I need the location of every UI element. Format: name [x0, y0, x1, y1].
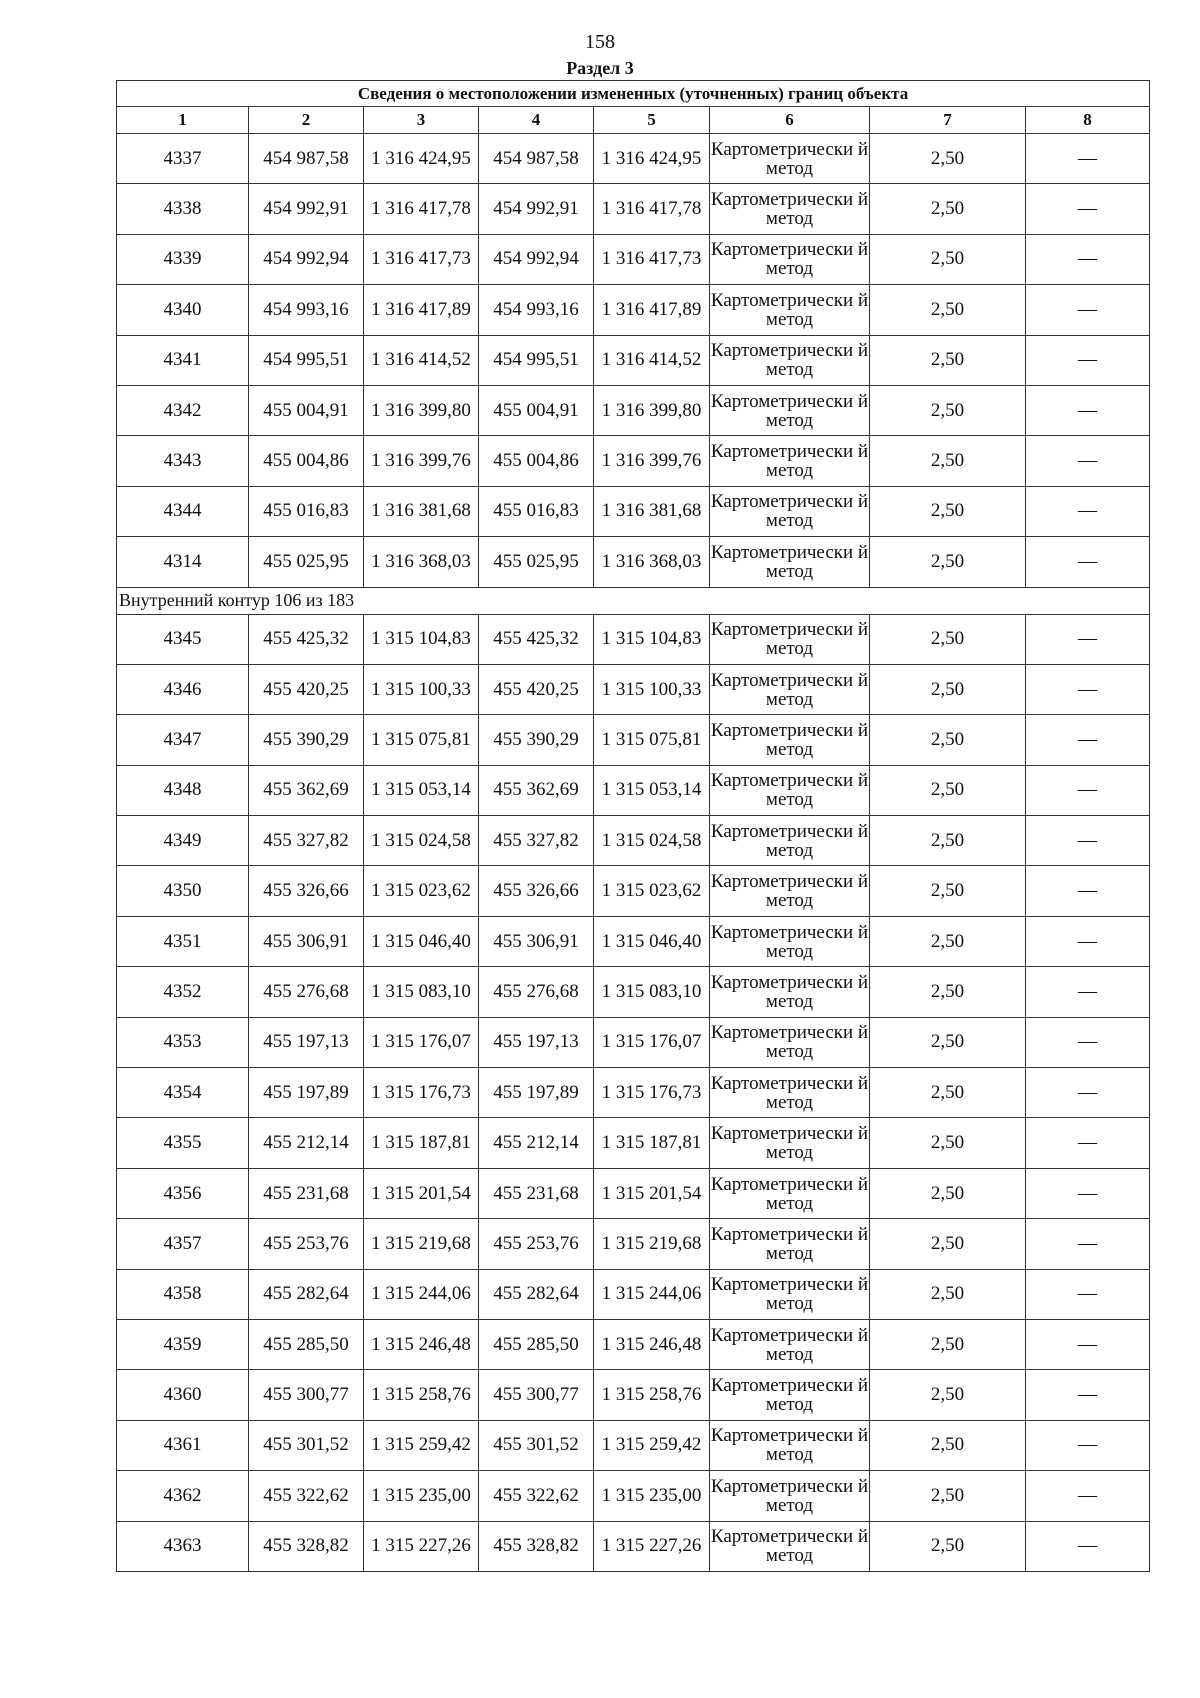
point-number-cell: 4362: [117, 1471, 249, 1521]
point-number-cell: 4354: [117, 1068, 249, 1118]
description-cell: —: [1026, 436, 1150, 486]
y-old-cell: 1 315 259,42: [364, 1420, 479, 1470]
table-row: [117, 1471, 1150, 1521]
x-old-cell: 455 322,62: [249, 1471, 364, 1521]
point-number-cell: 4352: [117, 967, 249, 1017]
point-number-cell: 4359: [117, 1319, 249, 1369]
accuracy-cell: 2,50: [870, 765, 1026, 815]
description-cell: —: [1026, 1521, 1150, 1571]
description-cell: —: [1026, 967, 1150, 1017]
y-new-cell: 1 315 075,81: [594, 715, 710, 765]
x-old-cell: 455 276,68: [249, 967, 364, 1017]
table-body: [117, 134, 1150, 1572]
column-number: 4: [479, 107, 594, 134]
description-cell: —: [1026, 916, 1150, 966]
description-cell: —: [1026, 765, 1150, 815]
description-cell: —: [1026, 486, 1150, 536]
table-row: [117, 1420, 1150, 1470]
y-new-cell: 1 315 083,10: [594, 967, 710, 1017]
y-old-cell: 1 315 201,54: [364, 1168, 479, 1218]
x-new-cell: 455 212,14: [479, 1118, 594, 1168]
x-new-cell: 454 993,16: [479, 285, 594, 335]
y-new-cell: 1 315 227,26: [594, 1521, 710, 1571]
point-number-cell: 4338: [117, 184, 249, 234]
y-new-cell: 1 316 368,03: [594, 537, 710, 587]
table-row: [117, 1521, 1150, 1571]
y-old-cell: 1 315 227,26: [364, 1521, 479, 1571]
y-old-cell: 1 316 399,80: [364, 385, 479, 435]
point-number-cell: 4341: [117, 335, 249, 385]
table-row: [117, 537, 1150, 587]
method-cell: Картометрически й метод: [710, 1370, 870, 1420]
x-new-cell: 454 992,91: [479, 184, 594, 234]
accuracy-cell: 2,50: [870, 436, 1026, 486]
description-cell: —: [1026, 866, 1150, 916]
y-new-cell: 1 315 235,00: [594, 1471, 710, 1521]
x-old-cell: 455 390,29: [249, 715, 364, 765]
y-old-cell: 1 315 176,07: [364, 1017, 479, 1067]
description-cell: —: [1026, 285, 1150, 335]
point-number-cell: 4345: [117, 614, 249, 664]
description-cell: —: [1026, 1420, 1150, 1470]
table-row: [117, 916, 1150, 966]
y-new-cell: 1 315 259,42: [594, 1420, 710, 1470]
x-old-cell: 455 197,13: [249, 1017, 364, 1067]
x-new-cell: 455 004,86: [479, 436, 594, 486]
x-new-cell: 455 327,82: [479, 816, 594, 866]
method-cell: Картометрически й метод: [710, 385, 870, 435]
method-cell: Картометрически й метод: [710, 967, 870, 1017]
y-new-cell: 1 316 417,78: [594, 184, 710, 234]
y-new-cell: 1 316 417,89: [594, 285, 710, 335]
y-new-cell: 1 316 414,52: [594, 335, 710, 385]
table-caption-row: [117, 81, 1150, 107]
accuracy-cell: 2,50: [870, 1068, 1026, 1118]
column-number: 7: [870, 107, 1026, 134]
description-cell: —: [1026, 1319, 1150, 1369]
x-old-cell: 454 993,16: [249, 285, 364, 335]
y-new-cell: 1 315 176,73: [594, 1068, 710, 1118]
y-old-cell: 1 316 417,73: [364, 234, 479, 284]
y-new-cell: 1 315 219,68: [594, 1219, 710, 1269]
x-old-cell: 455 306,91: [249, 916, 364, 966]
method-cell: Картометрически й метод: [710, 614, 870, 664]
table-row: [117, 335, 1150, 385]
x-new-cell: 455 301,52: [479, 1420, 594, 1470]
description-cell: —: [1026, 1370, 1150, 1420]
point-number-cell: 4337: [117, 134, 249, 184]
table-row: [117, 816, 1150, 866]
table-row: [117, 1370, 1150, 1420]
x-new-cell: 454 987,58: [479, 134, 594, 184]
y-new-cell: 1 315 187,81: [594, 1118, 710, 1168]
method-cell: Картометрически й метод: [710, 1521, 870, 1571]
description-cell: —: [1026, 385, 1150, 435]
x-old-cell: 455 016,83: [249, 486, 364, 536]
y-new-cell: 1 315 246,48: [594, 1319, 710, 1369]
point-number-cell: 4360: [117, 1370, 249, 1420]
accuracy-cell: 2,50: [870, 614, 1026, 664]
point-number-cell: 4349: [117, 816, 249, 866]
table-row: [117, 614, 1150, 664]
x-old-cell: 455 328,82: [249, 1521, 364, 1571]
point-number-cell: 4348: [117, 765, 249, 815]
table-row: [117, 866, 1150, 916]
table-row: [117, 486, 1150, 536]
table-row: [117, 1269, 1150, 1319]
y-old-cell: 1 315 176,73: [364, 1068, 479, 1118]
description-cell: —: [1026, 1017, 1150, 1067]
x-old-cell: 455 282,64: [249, 1269, 364, 1319]
x-new-cell: 455 025,95: [479, 537, 594, 587]
x-old-cell: 455 425,32: [249, 614, 364, 664]
description-cell: —: [1026, 1269, 1150, 1319]
point-number-cell: 4355: [117, 1118, 249, 1168]
x-new-cell: 455 004,91: [479, 385, 594, 435]
point-number-cell: 4361: [117, 1420, 249, 1470]
accuracy-cell: 2,50: [870, 486, 1026, 536]
y-new-cell: 1 316 399,80: [594, 385, 710, 435]
point-number-cell: 4357: [117, 1219, 249, 1269]
method-cell: Картометрически й метод: [710, 1168, 870, 1218]
table-row: [117, 1017, 1150, 1067]
column-number: 6: [710, 107, 870, 134]
y-new-cell: 1 315 258,76: [594, 1370, 710, 1420]
x-old-cell: 455 362,69: [249, 765, 364, 815]
x-new-cell: 455 328,82: [479, 1521, 594, 1571]
y-old-cell: 1 316 399,76: [364, 436, 479, 486]
method-cell: Картометрически й метод: [710, 1420, 870, 1470]
accuracy-cell: 2,50: [870, 664, 1026, 714]
x-new-cell: 455 016,83: [479, 486, 594, 536]
y-old-cell: 1 315 024,58: [364, 816, 479, 866]
page-number: 158: [585, 31, 615, 53]
x-old-cell: 455 326,66: [249, 866, 364, 916]
y-new-cell: 1 315 046,40: [594, 916, 710, 966]
x-old-cell: 455 420,25: [249, 664, 364, 714]
x-new-cell: 454 995,51: [479, 335, 594, 385]
table-row: [117, 436, 1150, 486]
y-old-cell: 1 316 414,52: [364, 335, 479, 385]
x-new-cell: 455 322,62: [479, 1471, 594, 1521]
x-new-cell: 455 362,69: [479, 765, 594, 815]
x-new-cell: 455 197,89: [479, 1068, 594, 1118]
y-new-cell: 1 315 201,54: [594, 1168, 710, 1218]
x-old-cell: 455 004,86: [249, 436, 364, 486]
description-cell: —: [1026, 234, 1150, 284]
method-cell: Картометрически й метод: [710, 765, 870, 815]
x-new-cell: 455 425,32: [479, 614, 594, 664]
point-number-cell: 4347: [117, 715, 249, 765]
accuracy-cell: 2,50: [870, 1118, 1026, 1168]
method-cell: Картометрически й метод: [710, 1068, 870, 1118]
point-number-cell: 4353: [117, 1017, 249, 1067]
x-new-cell: 454 992,94: [479, 234, 594, 284]
table-row: [117, 715, 1150, 765]
y-old-cell: 1 315 187,81: [364, 1118, 479, 1168]
y-old-cell: 1 316 368,03: [364, 537, 479, 587]
x-old-cell: 455 212,14: [249, 1118, 364, 1168]
column-number: 8: [1026, 107, 1150, 134]
y-old-cell: 1 315 046,40: [364, 916, 479, 966]
x-old-cell: 455 253,76: [249, 1219, 364, 1269]
y-new-cell: 1 315 053,14: [594, 765, 710, 815]
x-new-cell: 455 420,25: [479, 664, 594, 714]
table-row: [117, 1168, 1150, 1218]
x-old-cell: 455 231,68: [249, 1168, 364, 1218]
y-old-cell: 1 315 083,10: [364, 967, 479, 1017]
description-cell: —: [1026, 1168, 1150, 1218]
accuracy-cell: 2,50: [870, 184, 1026, 234]
x-old-cell: 455 300,77: [249, 1370, 364, 1420]
y-old-cell: 1 315 235,00: [364, 1471, 479, 1521]
x-new-cell: 455 282,64: [479, 1269, 594, 1319]
accuracy-cell: 2,50: [870, 1219, 1026, 1269]
accuracy-cell: 2,50: [870, 1420, 1026, 1470]
table-row: [117, 184, 1150, 234]
method-cell: Картометрически й метод: [710, 715, 870, 765]
x-new-cell: 455 253,76: [479, 1219, 594, 1269]
point-number-cell: 4342: [117, 385, 249, 435]
x-old-cell: 455 327,82: [249, 816, 364, 866]
table-row: [117, 234, 1150, 284]
y-old-cell: 1 316 417,78: [364, 184, 479, 234]
method-cell: Картометрически й метод: [710, 285, 870, 335]
description-cell: —: [1026, 1118, 1150, 1168]
accuracy-cell: 2,50: [870, 967, 1026, 1017]
x-new-cell: 455 326,66: [479, 866, 594, 916]
y-new-cell: 1 316 417,73: [594, 234, 710, 284]
point-number-cell: 4363: [117, 1521, 249, 1571]
accuracy-cell: 2,50: [870, 816, 1026, 866]
accuracy-cell: 2,50: [870, 134, 1026, 184]
accuracy-cell: 2,50: [870, 1370, 1026, 1420]
y-old-cell: 1 315 023,62: [364, 866, 479, 916]
contour-label: Внутренний контур 106 из 183: [117, 587, 1150, 614]
method-cell: Картометрически й метод: [710, 664, 870, 714]
method-cell: Картометрически й метод: [710, 1118, 870, 1168]
point-number-cell: 4343: [117, 436, 249, 486]
description-cell: —: [1026, 335, 1150, 385]
method-cell: Картометрически й метод: [710, 1269, 870, 1319]
point-number-cell: 4340: [117, 285, 249, 335]
x-new-cell: 455 231,68: [479, 1168, 594, 1218]
accuracy-cell: 2,50: [870, 285, 1026, 335]
accuracy-cell: 2,50: [870, 385, 1026, 435]
column-number: 1: [117, 107, 249, 134]
point-number-cell: 4356: [117, 1168, 249, 1218]
table-row: [117, 285, 1150, 335]
method-cell: Картометрически й метод: [710, 816, 870, 866]
x-old-cell: 454 992,94: [249, 234, 364, 284]
table-row: [117, 385, 1150, 435]
x-new-cell: 455 306,91: [479, 916, 594, 966]
method-cell: Картометрически й метод: [710, 486, 870, 536]
description-cell: —: [1026, 134, 1150, 184]
method-cell: Картометрически й метод: [710, 916, 870, 966]
accuracy-cell: 2,50: [870, 1471, 1026, 1521]
y-new-cell: 1 315 023,62: [594, 866, 710, 916]
accuracy-cell: 2,50: [870, 916, 1026, 966]
y-old-cell: 1 315 104,83: [364, 614, 479, 664]
description-cell: —: [1026, 664, 1150, 714]
x-new-cell: 455 197,13: [479, 1017, 594, 1067]
description-cell: —: [1026, 1219, 1150, 1269]
description-cell: —: [1026, 614, 1150, 664]
description-cell: —: [1026, 184, 1150, 234]
table-row: [117, 765, 1150, 815]
point-number-cell: 4351: [117, 916, 249, 966]
x-old-cell: 455 004,91: [249, 385, 364, 435]
x-new-cell: 455 390,29: [479, 715, 594, 765]
y-old-cell: 1 315 053,14: [364, 765, 479, 815]
x-old-cell: 455 197,89: [249, 1068, 364, 1118]
accuracy-cell: 2,50: [870, 1017, 1026, 1067]
table-row: [117, 1068, 1150, 1118]
y-old-cell: 1 315 219,68: [364, 1219, 479, 1269]
y-old-cell: 1 315 100,33: [364, 664, 479, 714]
coordinates-table: [116, 80, 1150, 1572]
accuracy-cell: 2,50: [870, 335, 1026, 385]
x-old-cell: 455 285,50: [249, 1319, 364, 1369]
method-cell: Картометрически й метод: [710, 866, 870, 916]
method-cell: Картометрически й метод: [710, 436, 870, 486]
description-cell: —: [1026, 1068, 1150, 1118]
y-old-cell: 1 316 424,95: [364, 134, 479, 184]
y-new-cell: 1 316 381,68: [594, 486, 710, 536]
description-cell: —: [1026, 816, 1150, 866]
y-old-cell: 1 315 258,76: [364, 1370, 479, 1420]
x-new-cell: 455 300,77: [479, 1370, 594, 1420]
table-row: [117, 1219, 1150, 1269]
method-cell: Картометрически й метод: [710, 184, 870, 234]
point-number-cell: 4346: [117, 664, 249, 714]
point-number-cell: 4344: [117, 486, 249, 536]
method-cell: Картометрически й метод: [710, 1219, 870, 1269]
y-old-cell: 1 316 381,68: [364, 486, 479, 536]
x-old-cell: 455 025,95: [249, 537, 364, 587]
point-number-cell: 4339: [117, 234, 249, 284]
accuracy-cell: 2,50: [870, 234, 1026, 284]
description-cell: —: [1026, 715, 1150, 765]
point-number-cell: 4358: [117, 1269, 249, 1319]
section-title: Раздел 3: [566, 58, 634, 78]
description-cell: —: [1026, 1471, 1150, 1521]
y-old-cell: 1 315 075,81: [364, 715, 479, 765]
table-row: [117, 1118, 1150, 1168]
method-cell: Картометрически й метод: [710, 537, 870, 587]
accuracy-cell: 2,50: [870, 1319, 1026, 1369]
y-old-cell: 1 315 244,06: [364, 1269, 479, 1319]
method-cell: Картометрически й метод: [710, 134, 870, 184]
x-new-cell: 455 285,50: [479, 1319, 594, 1369]
x-old-cell: 454 987,58: [249, 134, 364, 184]
table-row: [117, 134, 1150, 184]
y-new-cell: 1 316 399,76: [594, 436, 710, 486]
point-number-cell: 4314: [117, 537, 249, 587]
table-caption: Сведения о местоположении измененных (уточненных) границ объекта: [117, 81, 1150, 107]
x-old-cell: 454 992,91: [249, 184, 364, 234]
y-new-cell: 1 315 024,58: [594, 816, 710, 866]
y-old-cell: 1 315 246,48: [364, 1319, 479, 1369]
column-number: 3: [364, 107, 479, 134]
point-number-cell: 4350: [117, 866, 249, 916]
accuracy-cell: 2,50: [870, 866, 1026, 916]
method-cell: Картометрически й метод: [710, 1017, 870, 1067]
column-number: 5: [594, 107, 710, 134]
column-number: 2: [249, 107, 364, 134]
y-new-cell: 1 316 424,95: [594, 134, 710, 184]
method-cell: Картометрически й метод: [710, 234, 870, 284]
description-cell: —: [1026, 537, 1150, 587]
accuracy-cell: 2,50: [870, 1269, 1026, 1319]
method-cell: Картометрически й метод: [710, 335, 870, 385]
y-new-cell: 1 315 244,06: [594, 1269, 710, 1319]
accuracy-cell: 2,50: [870, 715, 1026, 765]
y-new-cell: 1 315 176,07: [594, 1017, 710, 1067]
x-old-cell: 455 301,52: [249, 1420, 364, 1470]
accuracy-cell: 2,50: [870, 1168, 1026, 1218]
x-new-cell: 455 276,68: [479, 967, 594, 1017]
table-row: [117, 664, 1150, 714]
x-old-cell: 454 995,51: [249, 335, 364, 385]
y-old-cell: 1 316 417,89: [364, 285, 479, 335]
y-new-cell: 1 315 104,83: [594, 614, 710, 664]
table-row: [117, 967, 1150, 1017]
contour-row: [117, 587, 1150, 614]
table-row: [117, 1319, 1150, 1369]
accuracy-cell: 2,50: [870, 537, 1026, 587]
y-new-cell: 1 315 100,33: [594, 664, 710, 714]
column-number-row: [117, 107, 1150, 134]
method-cell: Картометрически й метод: [710, 1471, 870, 1521]
method-cell: Картометрически й метод: [710, 1319, 870, 1369]
accuracy-cell: 2,50: [870, 1521, 1026, 1571]
